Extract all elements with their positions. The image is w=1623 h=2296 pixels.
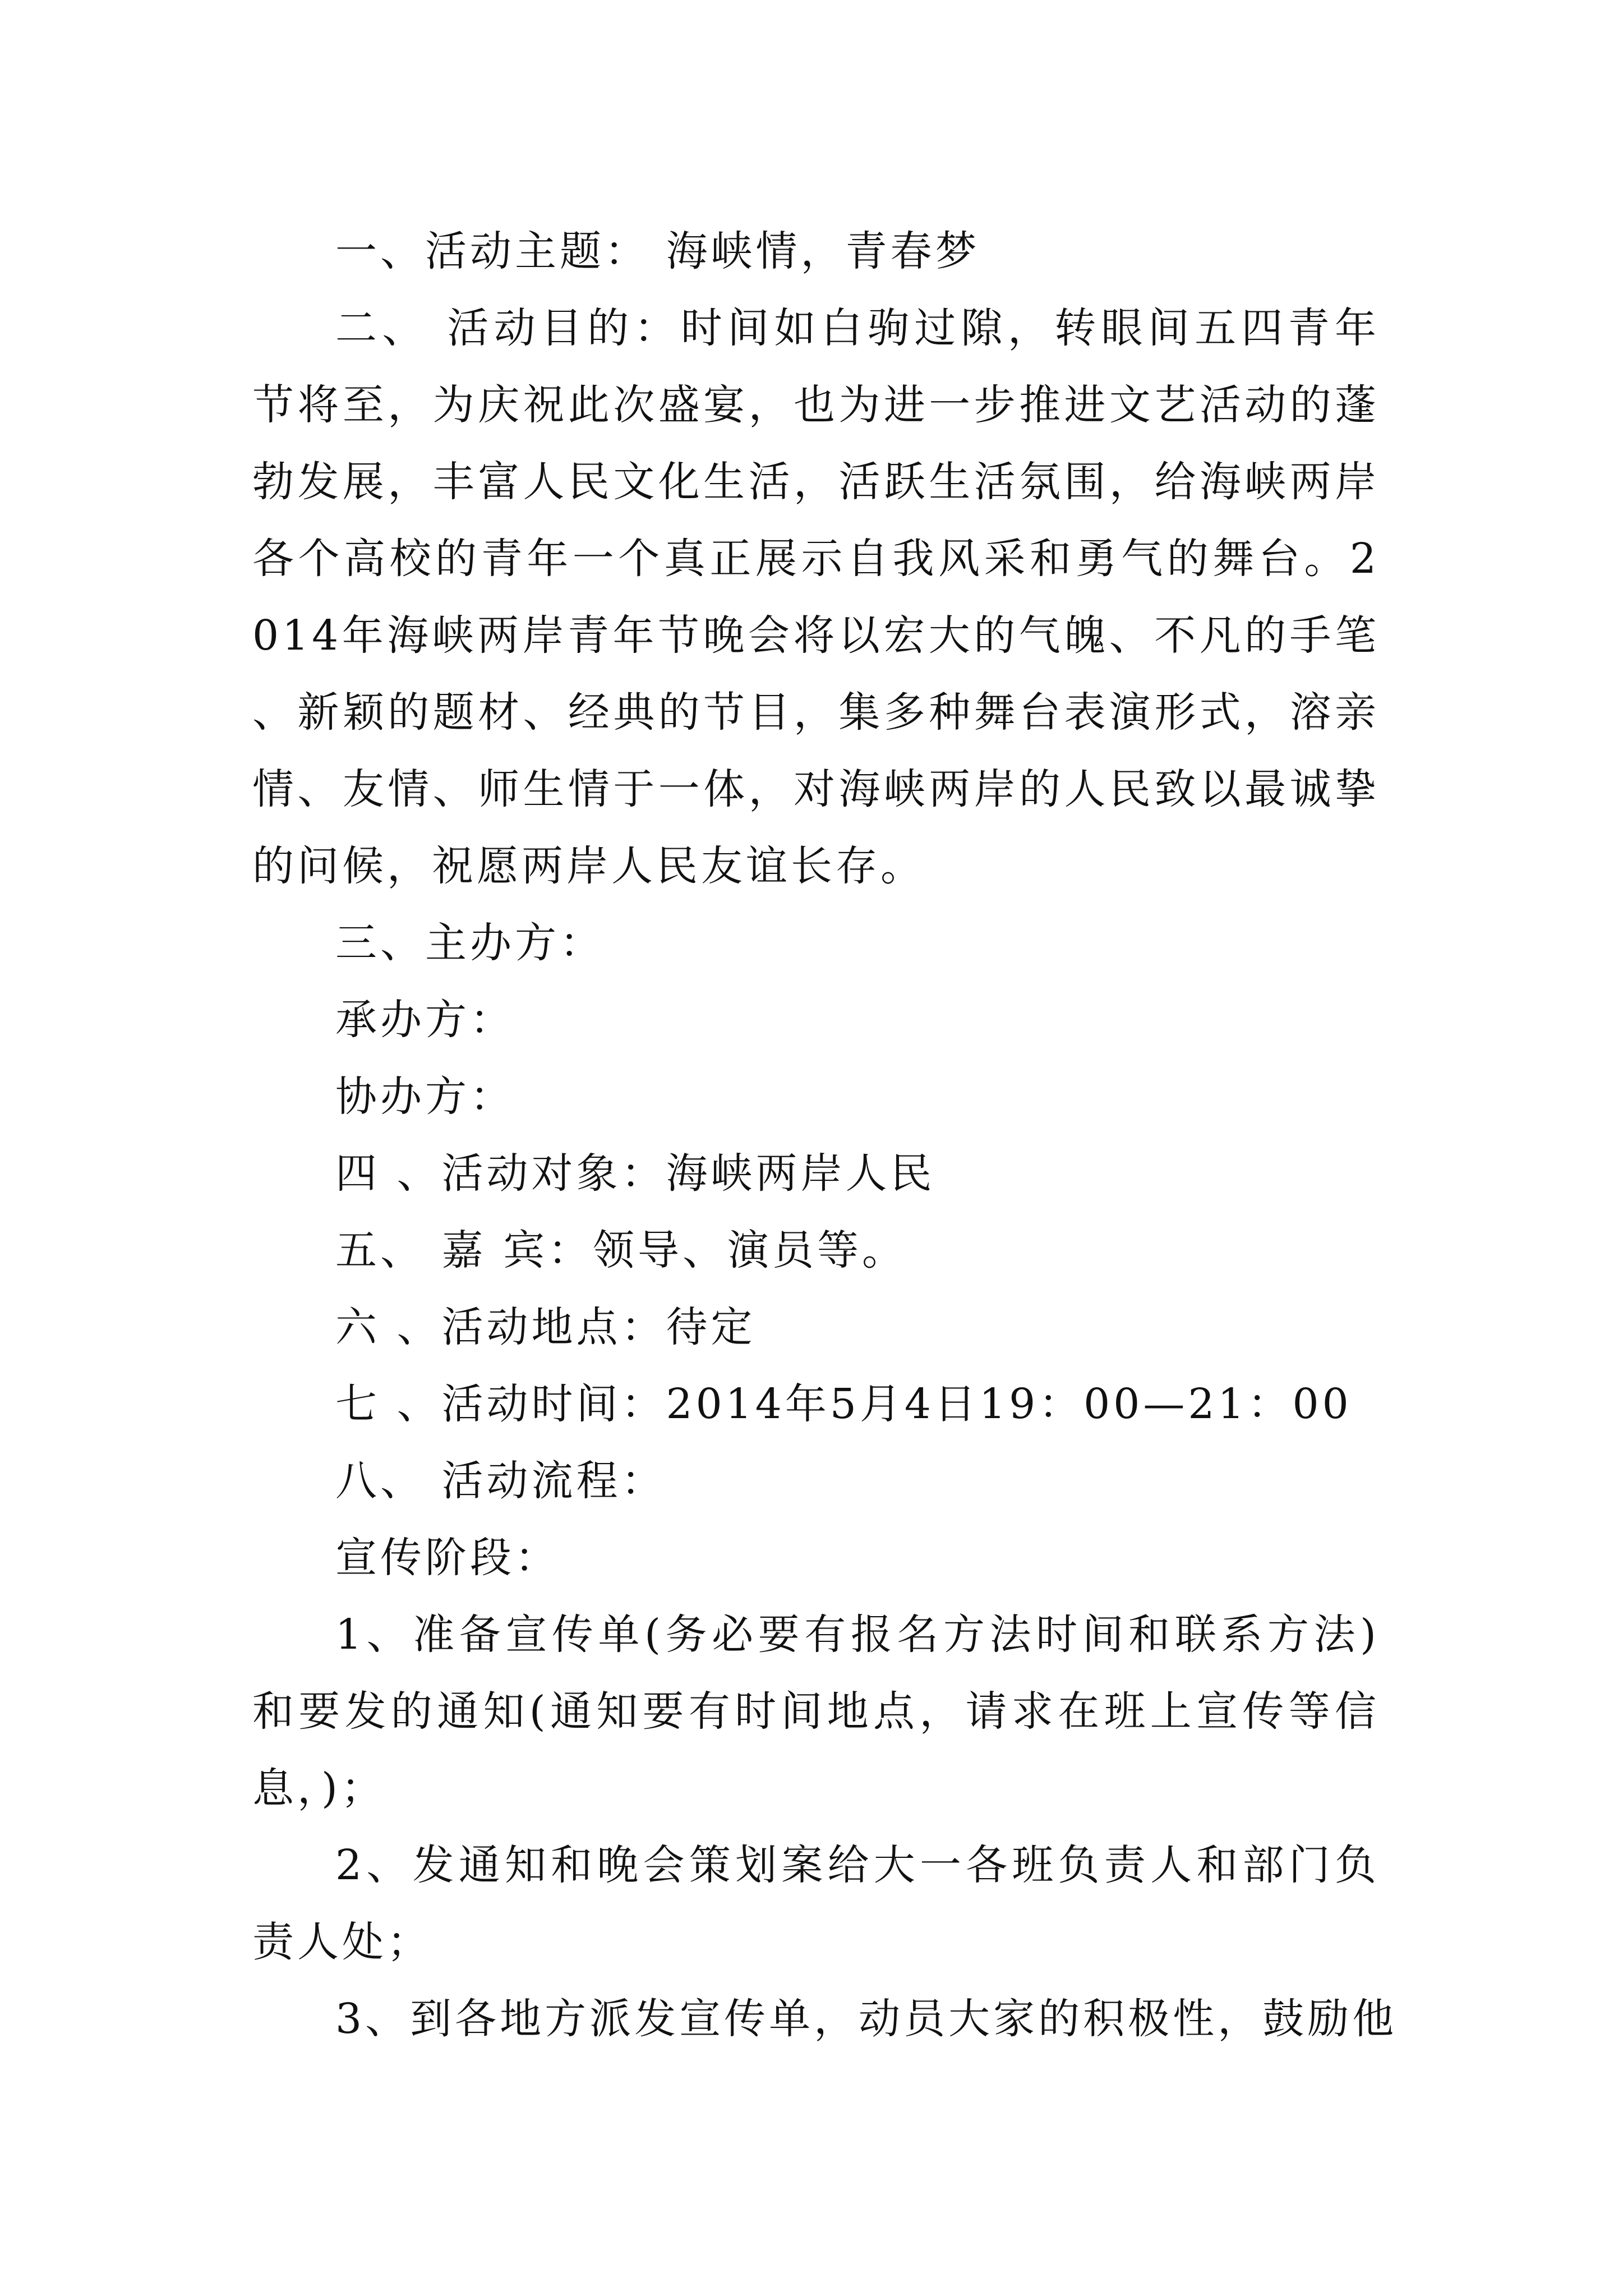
paragraph-undertaker: 承办方： [335,996,515,1044]
paragraph-publicity-stage: 宣传阶段： [335,1534,560,1582]
paragraph-step-2: 2、发通知和晚会策划案给大一各班负责人和部门负责人处； [252,1841,1380,1966]
paragraph-activity-theme: 一、活动主题： 海峡情，青春梦 [335,227,980,275]
paragraph-venue: 六 、活动地点：待定 [335,1303,756,1351]
paragraph-co-organizer: 协办方： [335,1073,515,1121]
paragraph-step-1: 1、准备宣传单(务必要有报名方法时间和联系方法)和要发的通知(通知要有时间地点，请求在班上宣传等信息，)； [252,1611,1380,1812]
paragraph-target-audience: 四 、活动对象：海峡两岸人民 [335,1149,935,1198]
paragraph-process-heading: 八、 活动流程： [335,1457,666,1505]
document-body [252,213,1398,2058]
paragraph-organizer: 三、主办方： [335,919,605,967]
paragraph-step-3: 3、到各地方派发宣传单，动员大家的积极性，鼓励他 [335,1995,1398,2043]
paragraph-activity-purpose: 二、 活动目的：时间如白驹过隙，转眼间五四青年节将至，为庆祝此次盛宴，也为进一步推进文艺活动的蓬勃发展，丰富人民文化生活，活跃生活氛围，给海峡两岸各个高校的青年一个真正展示自我风采和勇气的舞台。2014年海峡两岸青年节晚会将以宏大的气魄、不凡的手笔、新颖的题材、经典的节目，集多种舞台表演形式，溶亲情、友情、师生情于一体，对海峡两岸的人民致以最诚挚的问候，祝愿两岸人民友谊长存。 [252,304,1380,890]
paragraph-time: 七 、活动时间：2014年5月4日19：00—21：00 [335,1380,1352,1428]
paragraph-guests: 五、 嘉 宾：领导、演员等。 [335,1226,907,1274]
